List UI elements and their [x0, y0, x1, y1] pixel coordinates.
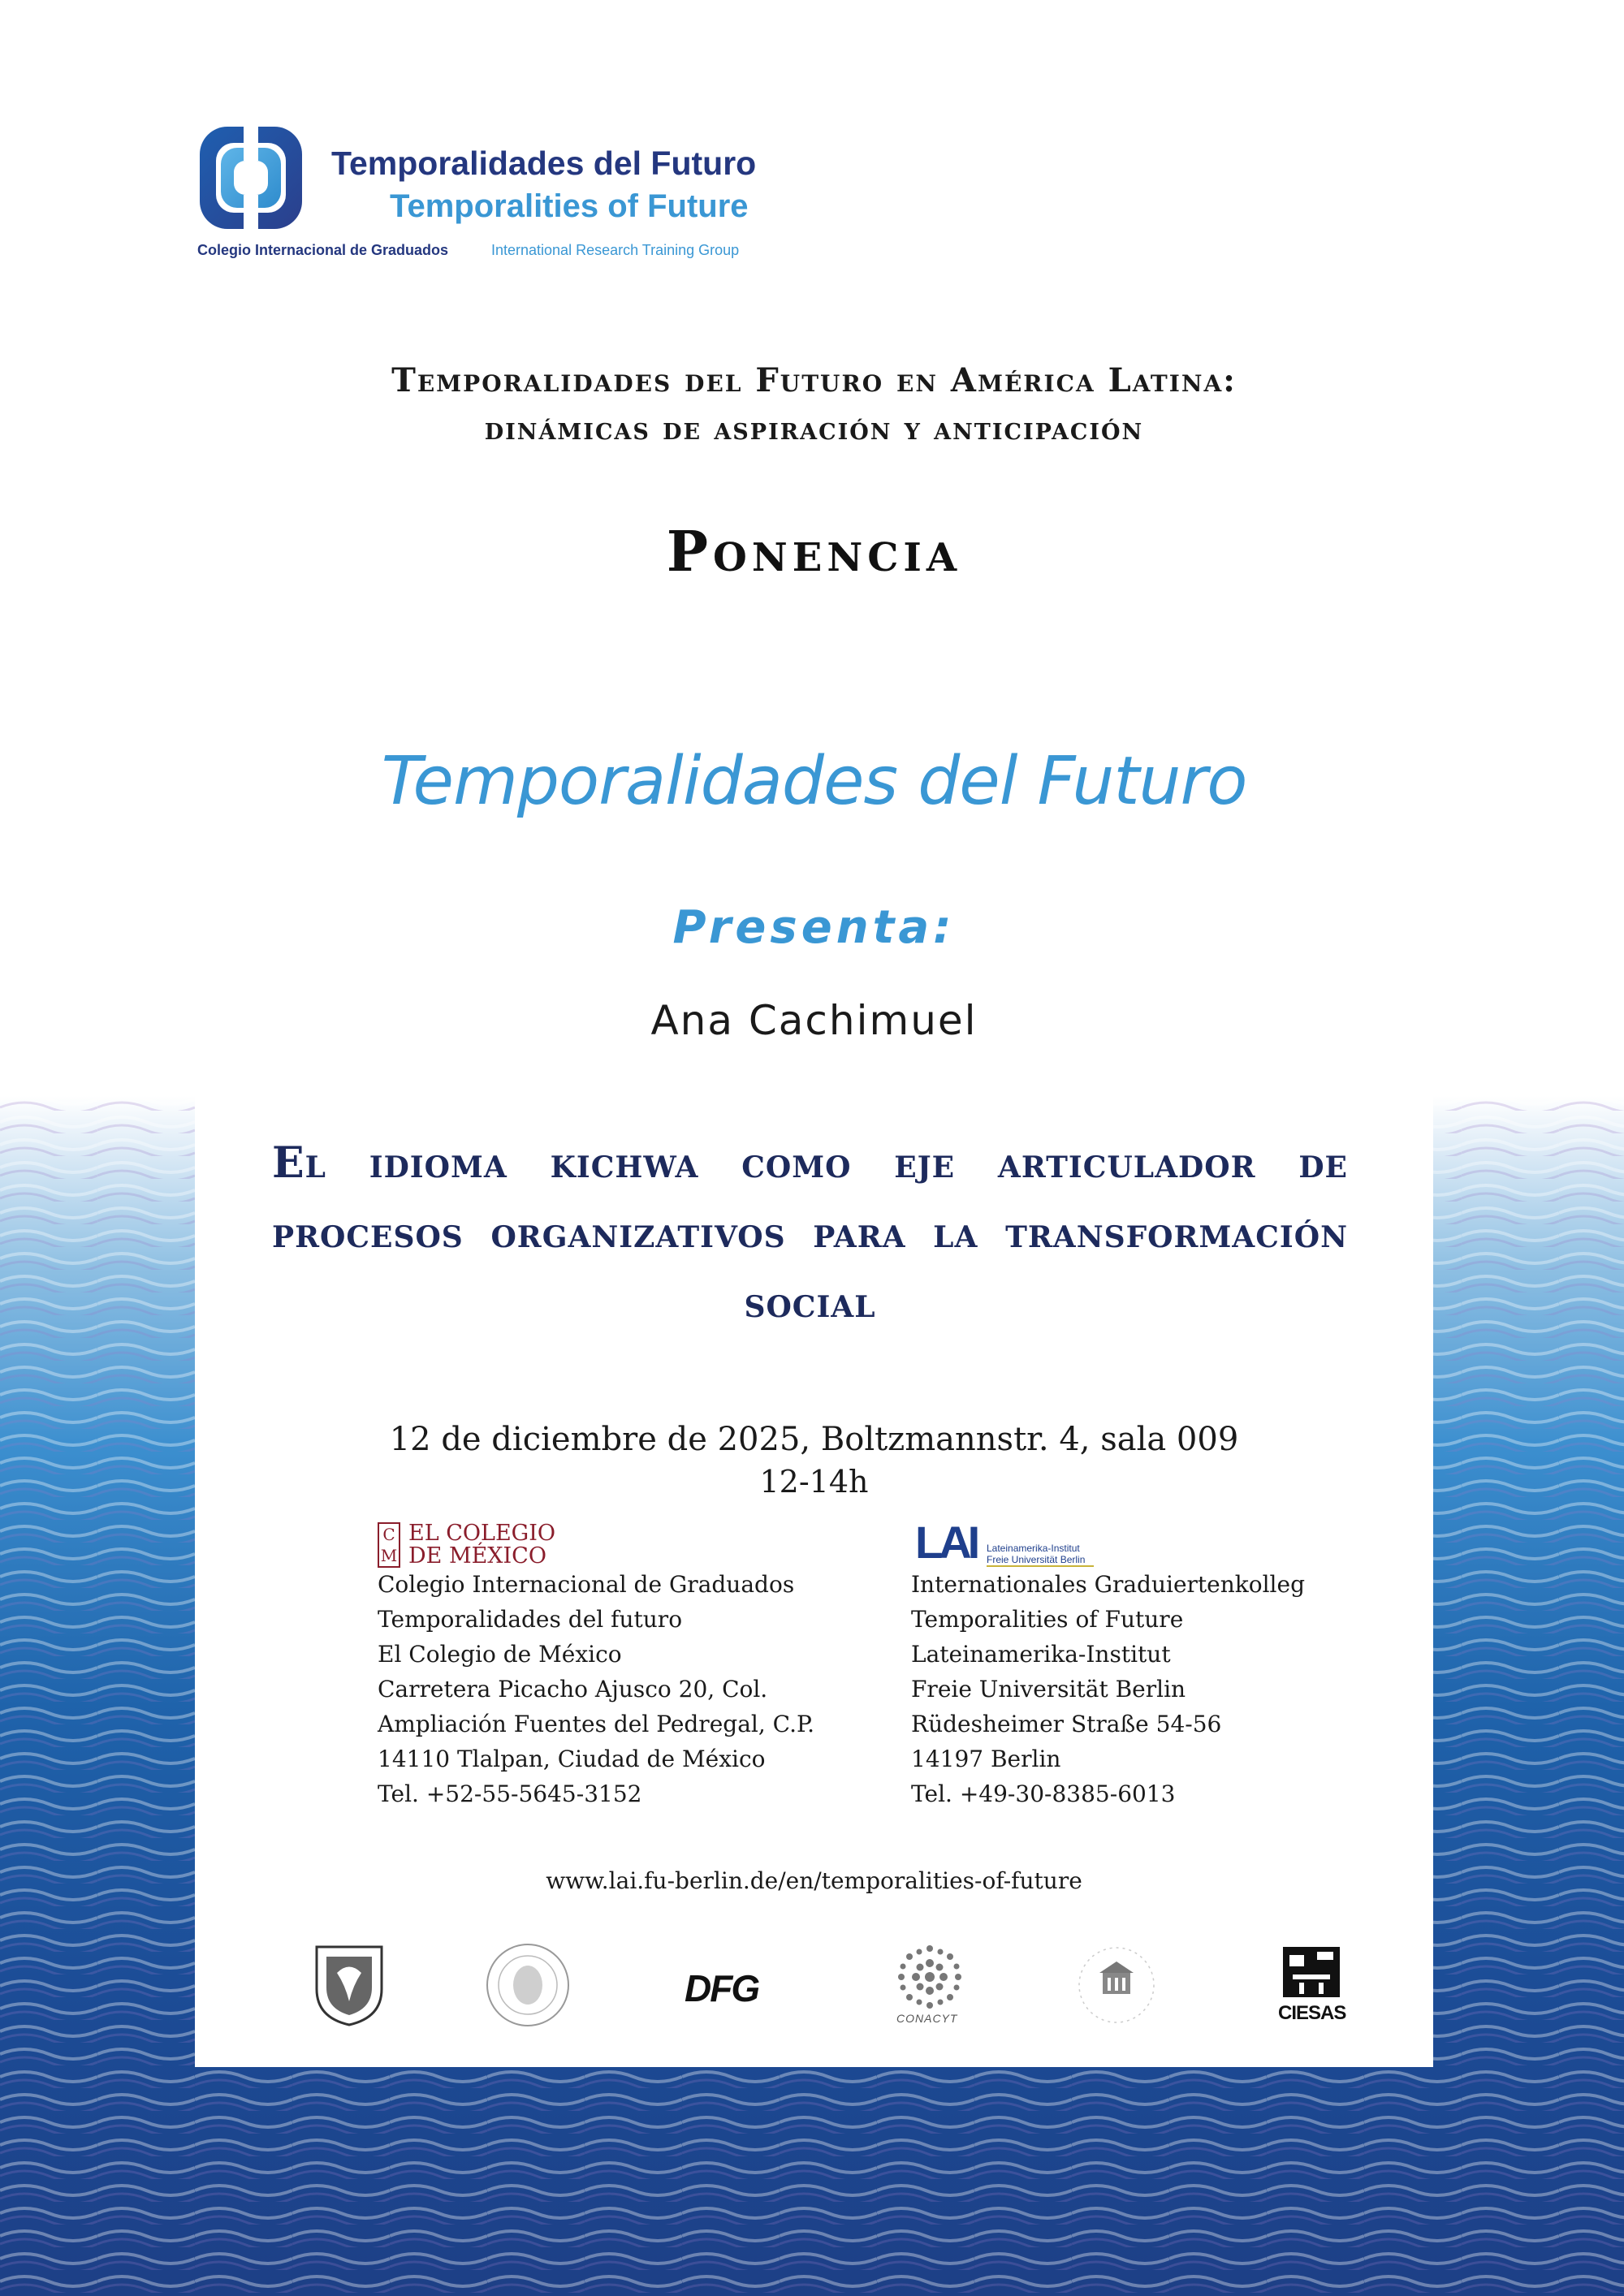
- lai-logo-line1: Lateinamerika-Institut: [987, 1543, 1080, 1554]
- colmex-address: [378, 1567, 814, 1811]
- unam-seal-icon: [309, 1940, 390, 2030]
- program-logo: [195, 122, 812, 264]
- phone-line: Tel. +49-30-8385-6013: [911, 1780, 1176, 1807]
- ciesas-emblem-icon: [1275, 1940, 1348, 2000]
- address-line: Temporalities of Future: [911, 1606, 1184, 1633]
- address-line: Carretera Picacho Ajusco 20, Col.: [378, 1676, 768, 1703]
- address-line: 14197 Berlin: [911, 1746, 1061, 1772]
- series-title-line1: Temporalidades del Futuro en América Latina:: [391, 361, 1237, 399]
- phone-line: Tel. +52-55-5645-3152: [378, 1780, 642, 1807]
- address-line: Lateinamerika-Institut: [911, 1641, 1171, 1668]
- colmex-logo: [378, 1521, 556, 1569]
- logo-title-en: Temporalities of Future: [390, 188, 749, 224]
- colmex-logo-box: [378, 1522, 400, 1568]
- conacyt-logo-text: CONACYT: [896, 2012, 958, 2025]
- colmex-logo-line2: DE MÉXICO: [408, 1543, 546, 1569]
- speaker-name: Ana Cachimuel: [650, 997, 978, 1044]
- lai-logo-line2: Freie Universität Berlin: [987, 1554, 1086, 1565]
- event-kind: Ponencia: [666, 520, 962, 585]
- humboldt-university-seal-icon: [479, 1940, 577, 2030]
- potsdam-university-seal-icon: [1072, 1940, 1161, 2030]
- address-line: 14110 Tlalpan, Ciudad de México: [378, 1746, 766, 1772]
- logo-subtitle-en: International Research Training Group: [491, 242, 740, 258]
- date-place: 12 de diciembre de 2025, Boltzmannstr. 4, sala 009: [389, 1421, 1239, 1458]
- address-line: Colegio Internacional de Graduados: [378, 1571, 795, 1598]
- logo-title-es: Temporalidades del Futuro: [331, 145, 757, 182]
- event-time: 12-14h: [759, 1464, 869, 1500]
- lai-logo-mark: LAI: [915, 1517, 977, 1568]
- colmex-logo-line1: EL COLEGIO: [408, 1521, 556, 1546]
- organizer-name: Temporalidades del Futuro: [381, 743, 1247, 820]
- colmex-logo-m: M: [380, 1546, 398, 1565]
- presenta-label: Presenta:: [672, 901, 956, 954]
- temporalities-logo-icon: [197, 123, 305, 232]
- dfg-logo: [678, 1940, 775, 2030]
- lai-address: [911, 1567, 1305, 1811]
- talk-title: El idioma kichwa como eje articulador de procesos organizativos para la transformación social: [272, 1138, 1348, 1327]
- lai-logo: [915, 1518, 1110, 1567]
- ciesas-logo: [1275, 1940, 1348, 2030]
- address-line: Internationales Graduiertenkolleg: [911, 1571, 1306, 1598]
- address-line: El Colegio de México: [378, 1641, 622, 1668]
- program-url[interactable]: www.lai.fu-berlin.de/en/temporalities-of-future: [546, 1867, 1082, 1894]
- address-line: Temporalidades del futuro: [378, 1606, 683, 1633]
- ciesas-logo-text: CIESAS: [1278, 2002, 1346, 2024]
- conacyt-logo: [885, 1940, 974, 2030]
- conacyt-dots-icon: [885, 1940, 974, 2013]
- address-line: Freie Universität Berlin: [911, 1676, 1186, 1703]
- address-line: Rüdesheimer Straße 54-56: [911, 1711, 1222, 1737]
- address-line: Ampliación Fuentes del Pedregal, C.P.: [378, 1711, 815, 1737]
- logo-subtitle-es: Colegio Internacional de Graduados: [197, 242, 449, 258]
- colmex-logo-c: C: [382, 1525, 395, 1544]
- dfg-logo-text: DFG: [685, 1967, 759, 2009]
- series-title-line2: dinámicas de aspiración y anticipación: [484, 410, 1144, 447]
